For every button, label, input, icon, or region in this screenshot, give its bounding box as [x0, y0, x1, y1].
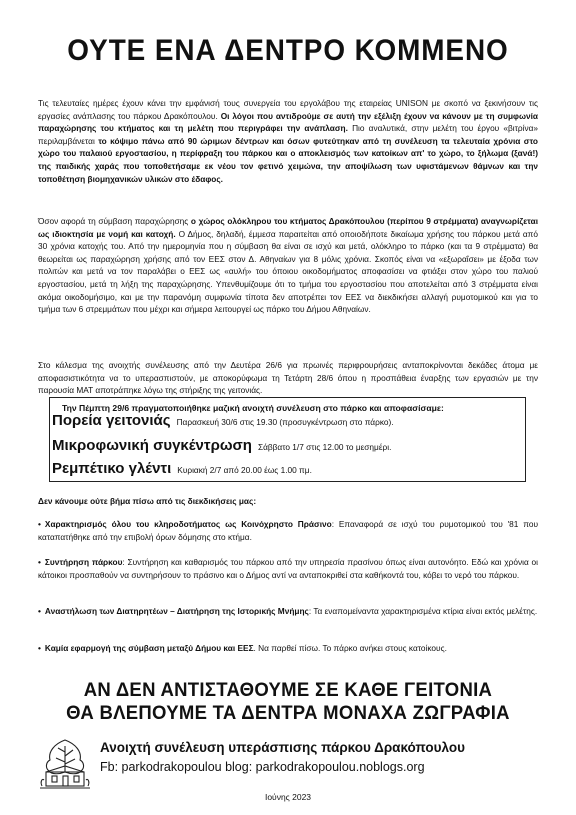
event-microphone-rally: [52, 437, 391, 455]
demand-item: [38, 518, 538, 543]
contract-text-2: Ο Δήμος, δηλαδή, έμμεσα παραιτείται από οποιοδήποτε δικαίωμα χρήσης του πάρκου μετά από 30 χρόνια κατοχής του. Από την ημερομηνία που η σύμβαση θα είναι σε ισχύ και μετά, ολόκληρο το πάρκο (και τα 9 στρέμματα) θα θεωρείται ως παραχώρηση χρήσης από τον ΕΕΣ στον Δ. Αθηναίων για 8 μόλις χρόνια. Σκοπός είναι να «εξωραΐσει» με έξοδα των πολιτών και μετά να τον παραλάβει ο ΕΕΣ ως «αυλή» του όποιου οικοδομήματος αποφασίσει να φτιάξει στον χώρο του παλιού εργοστασίου, μετά τη λήξη της παραχώρησης. Υπενθυμίζουμε ότι το τμήμα του εργοστασίου που αποτελείται από 3 στρέμματα είναι ακόμα οικοδομήσιμο, και με την παρανόμη συμφωνία τίποτα δεν αποτρέπει τον ΕΕΣ να διεκδικήσει αλλαγή ρυμοτομικού και για το τμήμα των 6 στρεμμάτων που μέχρι και σήμερα λειτουργεί ως πάρκο του Δήμου Αθηναίων.: [38, 228, 538, 315]
contract-text-1: Όσον αφορά τη σύμβαση παραχώρησης: [38, 216, 191, 226]
event-detail: Παρασκευή 30/6 στις 19.30 (προσυγκέντρωση στο πάρκο).: [176, 417, 394, 427]
slogan-line-2: ΘΑ ΒΛΕΠΟΥΜΕ ΤΑ ΔΕΝΤΡΑ ΜΟΝΑΧΑ ΖΩΓΡΑΦΙΑ: [66, 702, 510, 724]
bullet: •: [38, 606, 41, 616]
issue-date: Ιούνης 2023: [264, 792, 312, 802]
tree-building-logo-icon: [36, 736, 94, 792]
bullet: •: [38, 519, 41, 529]
assembly-paragraph: [38, 359, 538, 397]
demand-title: Συντήρηση πάρκου: [44, 557, 123, 567]
demand-text: : Επαναφορά σε ισχύ του ρυμοτομικού του '81 που καταπατήθηκε από την επιβολή όρων δόμησης στο κτήμα.: [38, 519, 538, 542]
demand-title: Αναστήλωση των Διατηρητέων – Διατήρηση της Ιστορικής Μνήμης: [44, 606, 309, 616]
event-rebetiko-party: [52, 460, 312, 478]
event-name: Ρεμπέτικο γλέντι: [52, 460, 172, 477]
demand-item: [38, 556, 538, 581]
slogan-line-1: ΑΝ ΔΕΝ ΑΝΤΙΣΤΑΘΟΥΜΕ ΣΕ ΚΑΘΕ ΓΕΙΤΟΝΙΑ: [83, 679, 493, 701]
event-neighbourhood-march: [52, 412, 394, 430]
demand-title: Καμία εφαρμογή της σύμβαση μεταξύ Δήμου και ΕΕΣ: [44, 643, 254, 653]
demand-text: : Τα εναπομείναντα χαρακτηρισμένα κτίρια είναι εκτός μελέτης.: [308, 606, 538, 616]
intro-paragraph: [38, 97, 538, 185]
event-detail: Κυριακή 2/7 από 20.00 έως 1.00 πμ.: [177, 465, 312, 475]
page-title: ΟΥΤΕ ΕΝΑ ΔΕΝΤΡΟ ΚΟΜΜΕΝΟ: [67, 34, 509, 67]
intro-text-2: Πιο αναλυτικά, στην μελέτη του έργου «βιτρίνα» περιλαμβάνεται: [38, 123, 539, 146]
contract-bold-1: ο χώρος ολόκληρου του κτήματος Δρακόπουλου (περίπου 9 στρέμματα) αναγνωρίζεται ως ιδιοκτησία με νομή και κατοχή.: [38, 216, 539, 239]
demand-item: [38, 642, 538, 655]
social-links: Fb: parkodrakopoulou blog: parkodrakopoulou.noblogs.org: [100, 760, 425, 774]
demand-text: : Συντήρηση και καθαρισμός του πάρκου από την υπηρεσία πρασίνου όπως είναι αυτονόητο. Εδώ και χρόνια οι κάτοικοι προσπαθούν να συντηρήσουν το πράσινο και ο Δήμος αντί να ανταποκριθεί στα καθήκοντά του, κόβει το νερό του πάρκου.: [38, 557, 538, 580]
contract-paragraph: [38, 215, 538, 316]
bullet: •: [38, 643, 41, 653]
bullet: •: [38, 557, 41, 567]
event-name: Μικροφωνική συγκέντρωση: [52, 437, 252, 454]
intro-bold-1: Οι λόγοι που αντιδρούμε σε αυτή την εξέλιξη έχουν να κάνουν με τη συμφωνία παραχώρησης του κτήματος και τη μελέτη που περιγράφει την ανάπλαση.: [38, 110, 538, 134]
event-detail: Σάββατο 1/7 στις 12.00 το μεσημέρι.: [257, 442, 392, 452]
intro-bold-2: το κόψιμο πάνω από 90 ώριμων δέντρων και όσων φυτεύτηκαν από τη συνέλευση τα τελευταία χρόνια στο χώρο του παλαιού εργοστασίου, η περίφραξη του πάρκου και ο αποκλεισμός των κατοίκων απ' το χώρο, το ξήλωμα (ξανά!) της παιδικής χαράς που τοποθετήσαμε εκ νέου τον φετινό χειμώνα, την αποψίλωση των υφιστάμενων θάμνων και την τοποθέτηση βιομηχανικών υλικών στο έδαφος.: [38, 135, 539, 184]
demand-text: . Να παρθεί πίσω. Το πάρκο ανήκει στους κατοίκους.: [253, 643, 447, 653]
assembly-name: Ανοιχτή συνέλευση υπεράσπισης πάρκου Δρακόπουλου: [100, 740, 465, 755]
intro-text-1: Τις τελευταίες ημέρες έχουν κάνει την εμφάνισή τους συνεργεία του εργολάβου της εταιρείας UNISON με σκοπό να ξεκινήσουν τις εργασίες ανάπλασης του πάρκου Δρακόπουλου.: [38, 98, 538, 121]
demand-item: [38, 605, 538, 618]
event-name: Πορεία γειτονιάς: [52, 412, 171, 429]
assembly-text: Στο κάλεσμα της ανοιχτής συνέλευσης από την Δευτέρα 26/6 για πρωινές περιφρουρήσεις ανταποκρίνονται δεκάδες άτομα με αποφασιστικότητα να το υπερασπιστούν, με αποκορύφωμα τη Τετάρτη 28/6 όπου η προσπάθεια έναρξης των εργασιών με την παρουσία ΜΑΤ αποτράπηκε λόγω της στήριξης της γειτονιάς.: [38, 360, 538, 396]
decisions-heading: Την Πέμπτη 29/6 πραγματοποιήθηκε μαζική ανοιχτή συνέλευση στο πάρκο και αποφασίσαμε:: [62, 403, 444, 413]
demands-heading: Δεν κάνουμε ούτε βήμα πίσω από τις διεκδικήσεις μας:: [38, 496, 257, 506]
demand-title: Χαρακτηρισμός όλου του κληροδοτήματος ως Κοινόχρηστο Πράσινο: [44, 519, 332, 529]
